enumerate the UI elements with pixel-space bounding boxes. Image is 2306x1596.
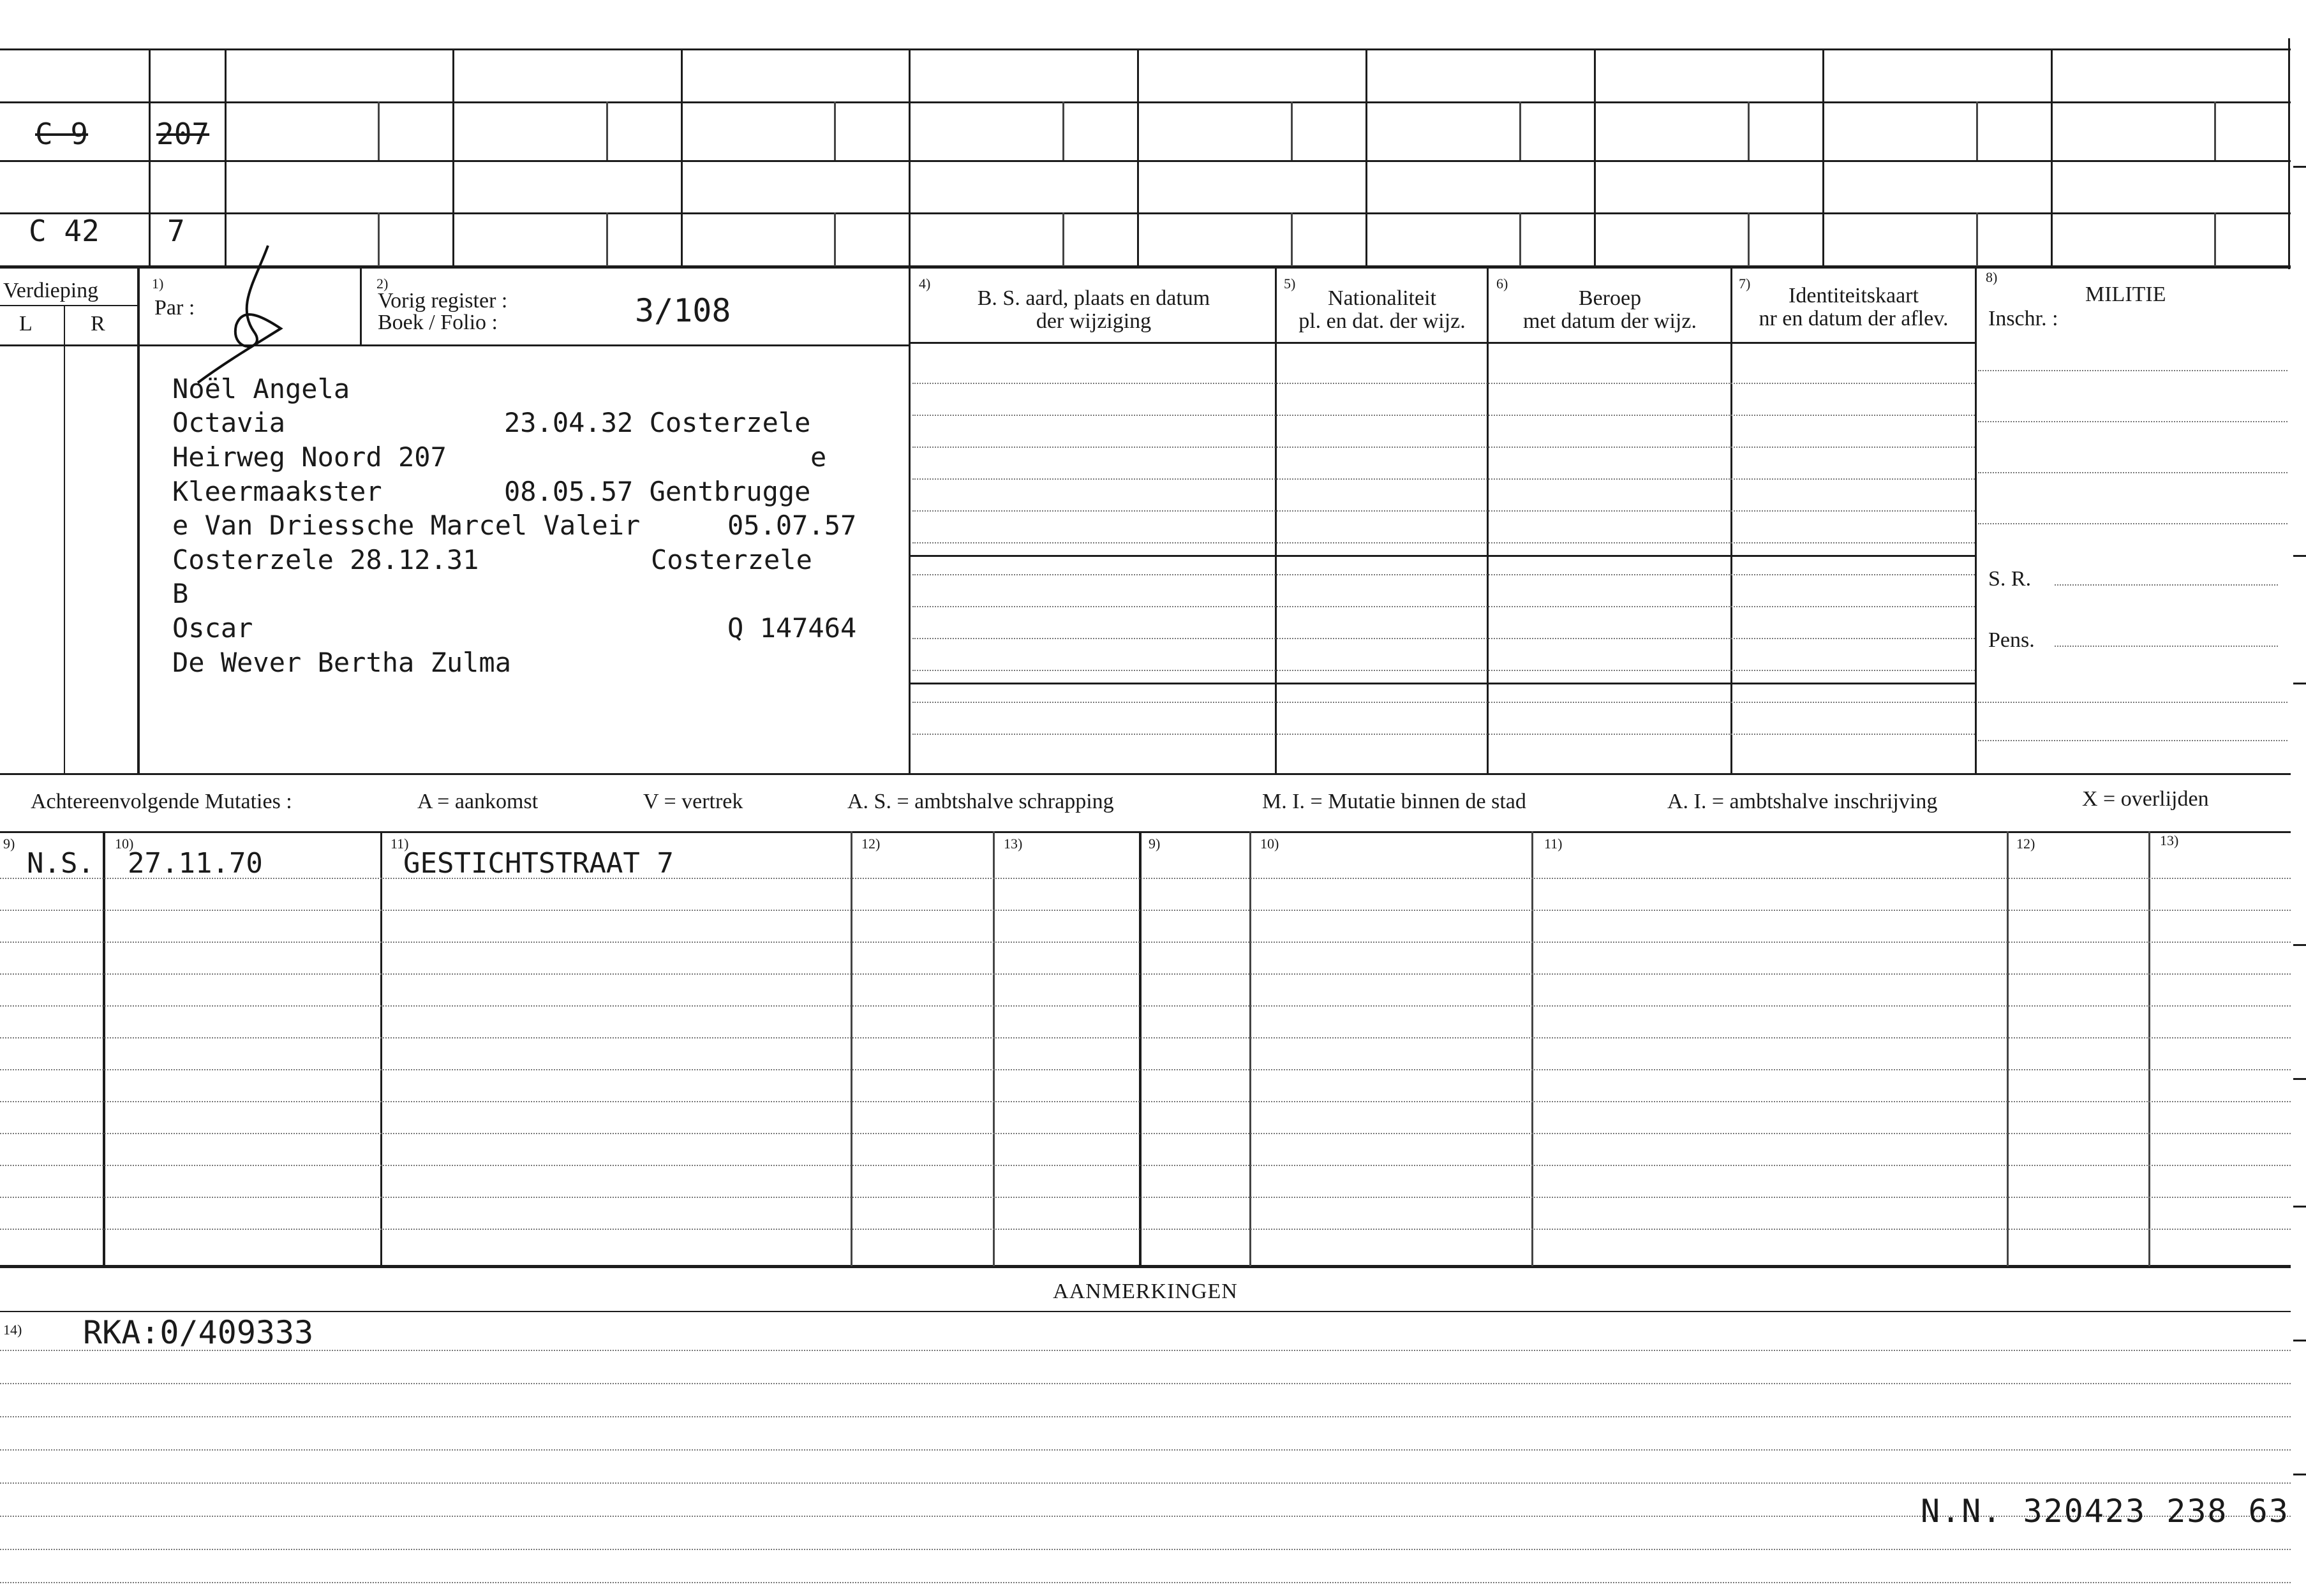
person-line-7: B: [172, 578, 189, 609]
note-7: 7): [1739, 276, 1751, 292]
mut-note-12b: 12): [2016, 836, 2035, 852]
person-line-1: Noël Angela: [172, 373, 350, 404]
remarks-title: AANMERKINGEN: [1053, 1280, 1238, 1303]
signature-scribble: [185, 242, 313, 389]
mut-note-11b: 11): [1544, 836, 1563, 852]
note-1: 1): [152, 276, 164, 292]
mutation-type: N.S.: [27, 847, 94, 880]
legend-death: X = overlijden: [2082, 787, 2209, 811]
person-line-6-right: Costerzele: [651, 544, 812, 575]
legend-title: Achtereenvolgende Mutaties :: [31, 790, 292, 813]
national-number: N.N. 320423 238 63: [1921, 1493, 2289, 1530]
person-line-5-right: 05.07.57: [727, 510, 857, 541]
note-6: 6): [1496, 276, 1508, 292]
beroep-line1: Beroep: [1578, 286, 1642, 310]
mut-note-10b: 10): [1260, 836, 1279, 852]
nationaliteit-line2: pl. en dat. der wijz.: [1298, 309, 1466, 333]
note-2: 2): [376, 276, 389, 292]
register-code: C 42: [29, 214, 100, 248]
person-line-2-left: Octavia: [172, 407, 286, 438]
mut-note-13b: 13): [2160, 832, 2179, 848]
sr-label: S. R.: [1988, 567, 2032, 591]
remarks-text: RKA:0/409333: [83, 1314, 314, 1351]
person-line-3-left: Heirweg Noord 207: [172, 441, 447, 473]
mut-note-9: 9): [3, 836, 15, 852]
par-label: Par :: [154, 296, 195, 320]
mut-note-9b: 9): [1149, 836, 1161, 852]
person-line-8-right: Q 147464: [727, 612, 857, 644]
mut-note-13: 13): [1004, 836, 1023, 852]
bs-header-line1: B. S. aard, plaats en datum: [977, 286, 1210, 310]
mutation-date: 27.11.70: [128, 847, 263, 880]
legend-official-registration: A. I. = ambtshalve inschrijving: [1667, 790, 1938, 813]
person-line-4-left: Kleermaakster: [172, 476, 382, 507]
beroep-line2: met datum der wijz.: [1523, 309, 1697, 333]
boek-folio-value: 3/108: [635, 292, 731, 329]
legend-departure: V = vertrek: [643, 790, 743, 813]
person-line-2-right: 23.04.32 Costerzele: [504, 407, 811, 438]
boek-folio-label: Boek / Folio :: [378, 311, 498, 334]
militie-label: MILITIE: [2085, 283, 2166, 306]
inschr-label: Inschr. :: [1988, 307, 2058, 330]
legend-official-removal: A. S. = ambtshalve schrapping: [847, 790, 1114, 813]
note-5: 5): [1284, 276, 1296, 292]
mutation-address: GESTICHTSTRAAT 7: [403, 847, 674, 880]
verdieping-label: Verdieping: [3, 279, 99, 302]
legend-arrival: A = aankomst: [417, 790, 539, 813]
person-line-5-left: e Van Driessche Marcel Valeir: [172, 510, 641, 541]
person-line-6-left: Costerzele 28.12.31: [172, 544, 479, 575]
old-register-code: C 9: [35, 117, 89, 151]
person-line-4-right: 08.05.57 Gentbrugge: [504, 476, 811, 507]
mut-note-10: 10): [115, 836, 134, 852]
mut-note-11: 11): [391, 836, 409, 852]
floor-right-label: R: [91, 312, 105, 336]
note-4: 4): [919, 276, 931, 292]
remarks-note-14: 14): [3, 1322, 22, 1338]
pens-label: Pens.: [1988, 628, 2035, 652]
floor-left-label: L: [19, 312, 33, 336]
nationaliteit-line1: Nationaliteit: [1328, 286, 1436, 310]
person-line-8-left: Oscar: [172, 612, 253, 644]
old-register-number: 207: [156, 117, 210, 151]
bs-header-line2: der wijziging: [1036, 309, 1152, 333]
note-8: 8): [1986, 269, 1998, 285]
vorig-register-label: Vorig register :: [378, 289, 508, 313]
legend-city-mutation: M. I. = Mutatie binnen de stad: [1262, 790, 1526, 813]
identiteitskaart-line1: Identiteitskaart: [1789, 284, 1919, 307]
register-number: 7: [167, 214, 185, 248]
mut-note-12: 12): [861, 836, 881, 852]
person-line-3-right: e: [810, 441, 827, 473]
identiteitskaart-line2: nr en datum der aflev.: [1759, 307, 1949, 330]
person-line-9: De Wever Bertha Zulma: [172, 647, 512, 678]
